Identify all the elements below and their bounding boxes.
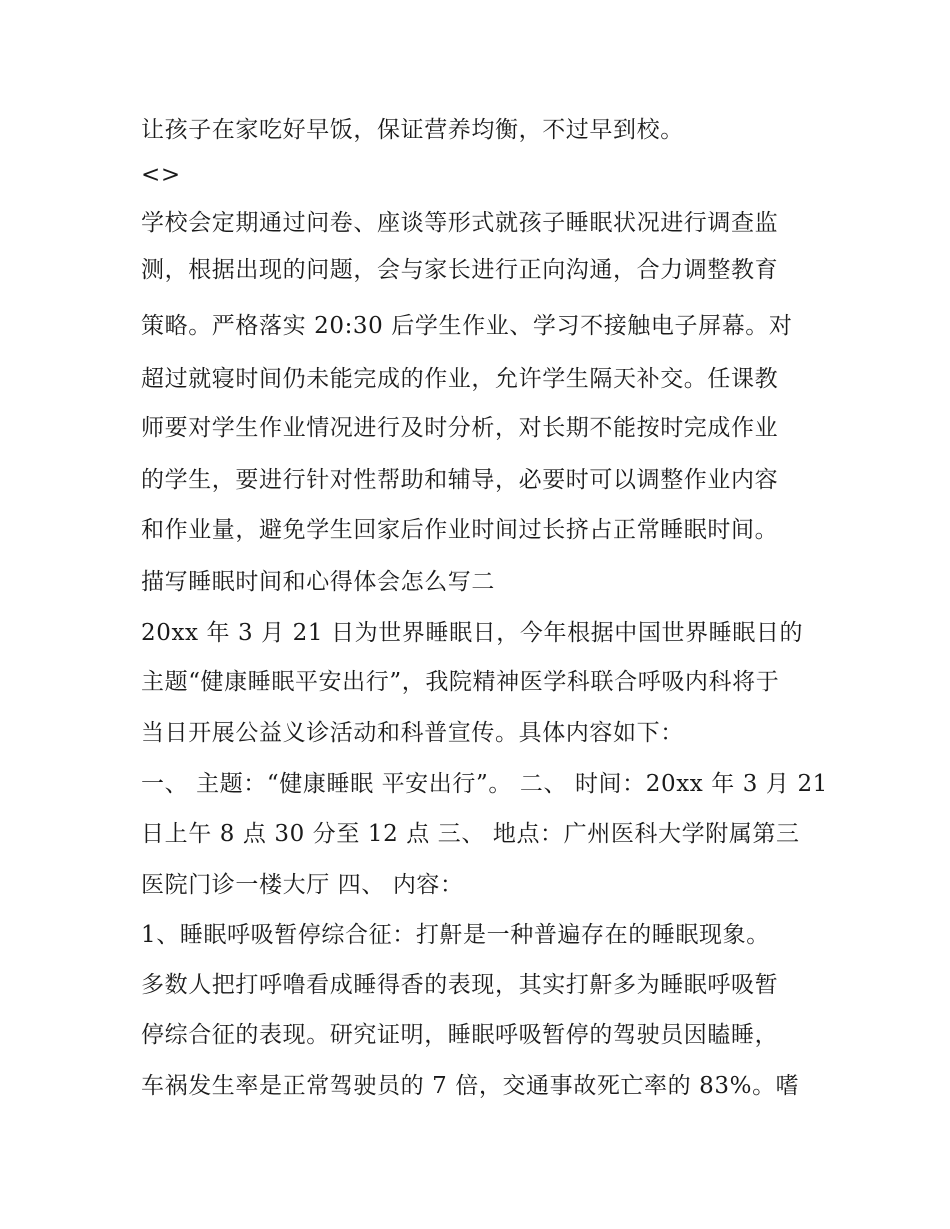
text-line: 车祸发生率是正常驾驶员的 7 倍，交通事故死亡率的 83%。嗜: [141, 1073, 800, 1099]
text-line: 主题“健康睡眠平安出行”，我院精神医学科联合呼吸内科将于: [141, 669, 780, 695]
text-line: 多数人把打呼噜看成睡得香的表现，其实打鼾多为睡眠呼吸暂: [141, 972, 779, 998]
section-heading: 描写睡眠时间和心得体会怎么写二: [141, 569, 495, 595]
text-line: 停综合征的表现。研究证明，睡眠呼吸暂停的驾驶员因瞌睡，: [141, 1022, 779, 1048]
text-line: 策略。严格落实 20:30 后学生作业、学习不接触电子屏幕。对: [141, 313, 793, 339]
text-line: 20xx 年 3 月 21 日为世界睡眠日，今年根据中国世界睡眠日的: [141, 620, 804, 646]
text-line: 当日开展公益义诊活动和科普宣传。具体内容如下：: [141, 720, 684, 746]
text-line: 师要对学生作业情况进行及时分析，对长期不能按时完成作业: [141, 415, 779, 441]
text-line: 1、睡眠呼吸暂停综合征：打鼾是一种普遍存在的睡眠现象。: [141, 922, 770, 948]
text-line: 的学生，要进行针对性帮助和辅导，必要时可以调整作业内容: [141, 467, 779, 493]
text-line: 让孩子在家吃好早饭，保证营养均衡，不过早到校。: [141, 117, 684, 143]
text-line: 医院门诊一楼大厅 四、 内容：: [141, 872, 464, 898]
text-line: 学校会定期通过问卷、座谈等形式就孩子睡眠状况进行调查监: [141, 210, 779, 236]
text-line: 和作业量，避免学生回家后作业时间过长挤占正常睡眠时间。: [141, 517, 779, 543]
text-line: 一、 主题：“健康睡眠 平安出行”。 二、 时间：20xx 年 3 月 21: [141, 771, 828, 797]
text-line: <>: [141, 162, 181, 188]
text-line: 超过就寝时间仍未能完成的作业，允许学生隔天补交。任课教: [141, 366, 779, 392]
text-line: 日上午 8 点 30 分至 12 点 三、 地点：广州医科大学附属第三: [141, 821, 800, 847]
text-line: 测，根据出现的问题，会与家长进行正向沟通，合力调整教育: [141, 257, 779, 283]
